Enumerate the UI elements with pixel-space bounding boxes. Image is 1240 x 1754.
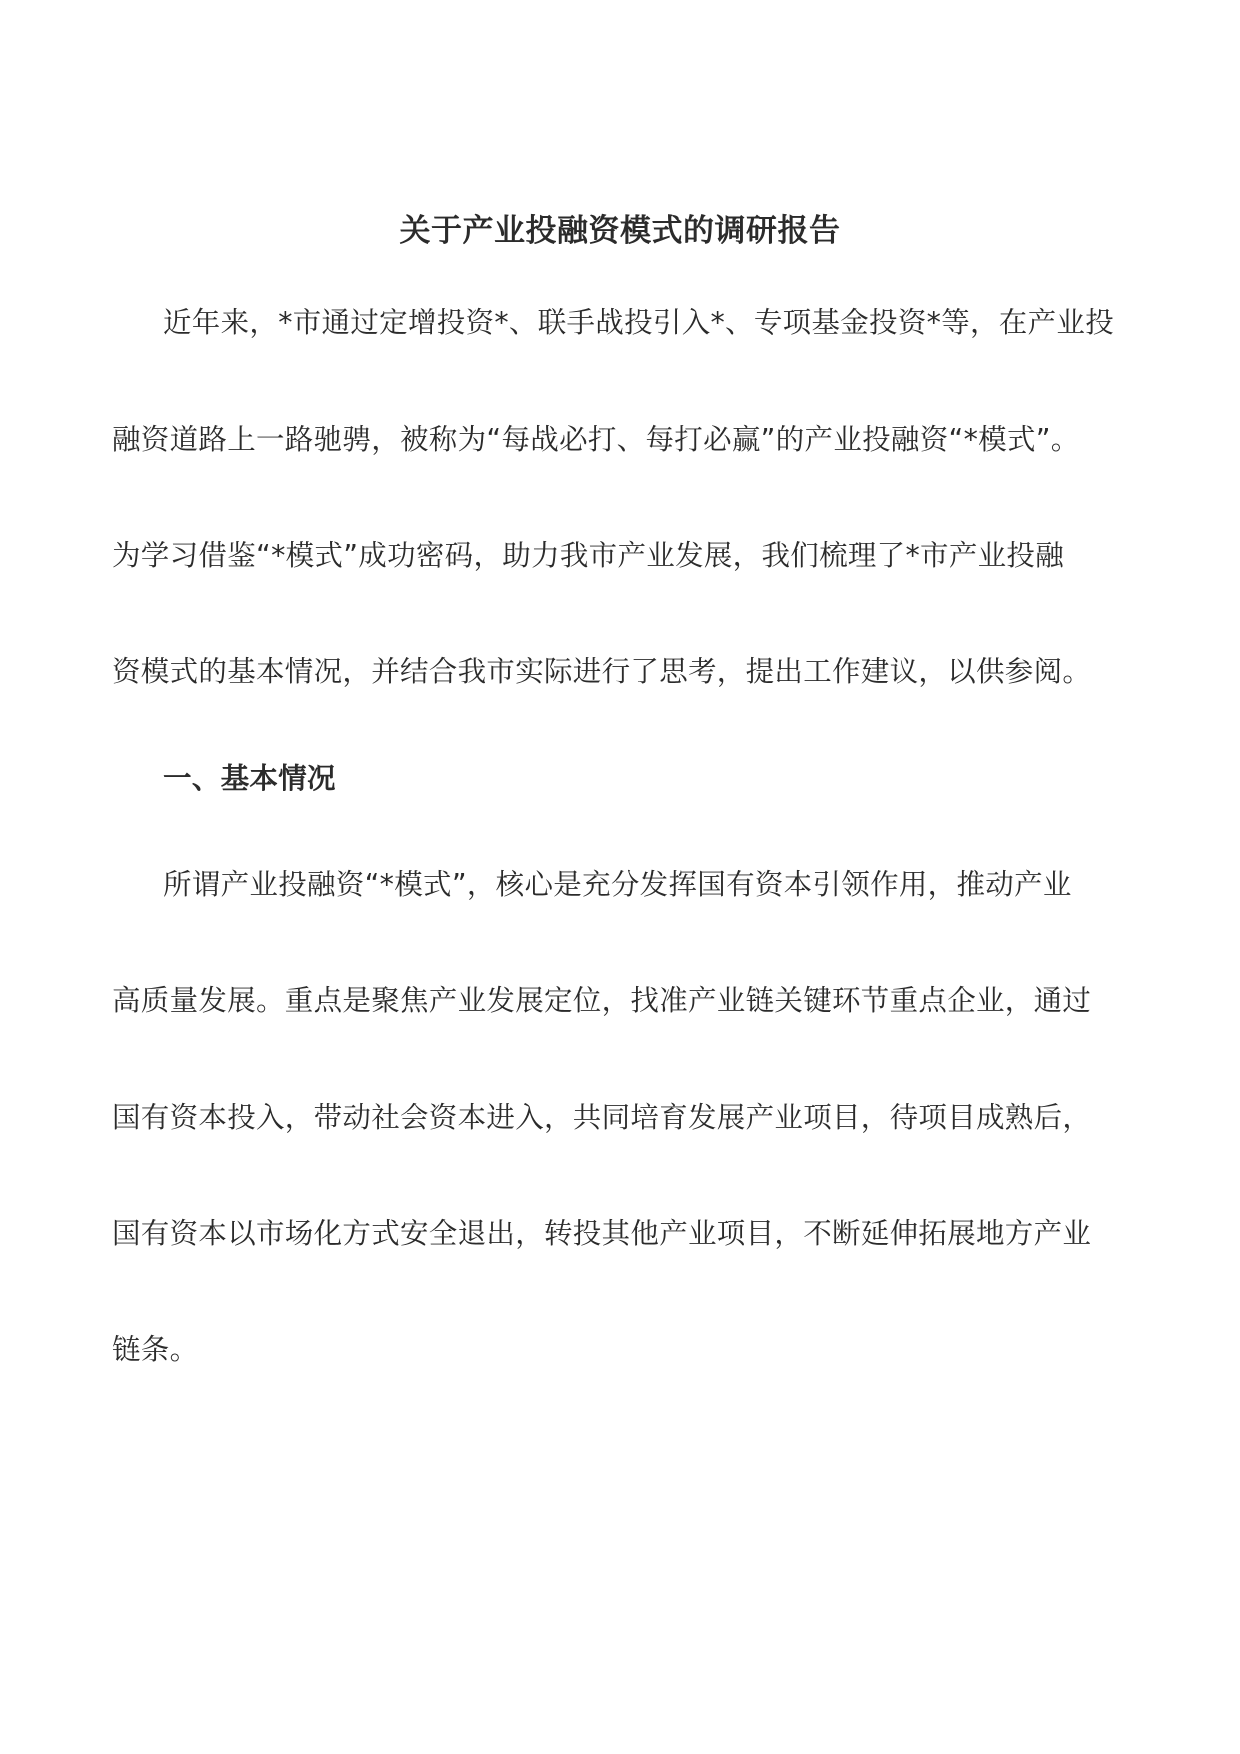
paragraph-1-line-4: 资模式的基本情况，并结合我市实际进行了思考，提出工作建议，以供参阅。 (112, 655, 1092, 688)
document-title: 关于产业投融资模式的调研报告 (399, 213, 841, 249)
paragraph-2-line-2: 高质量发展。重点是聚焦产业发展定位，找准产业链关键环节重点企业，通过 (112, 984, 1092, 1017)
section-heading-basic-situation: 一、基本情况 (163, 762, 336, 795)
paragraph-2-line-3: 国有资本投入，带动社会资本进入，共同培育发展产业项目，待项目成熟后， (112, 1101, 1092, 1134)
paragraph-2-line-4: 国有资本以市场化方式安全退出，转投其他产业项目，不断延伸拓展地方产业 (112, 1217, 1092, 1250)
paragraph-2-line-5: 链条。 (112, 1333, 199, 1366)
paragraph-2-line-1: 所谓产业投融资“*模式”，核心是充分发挥国有资本引领作用，推动产业 (163, 868, 1072, 901)
paragraph-1-line-2: 融资道路上一路驰骋，被称为“每战必打、每打必赢”的产业投融资“*模式”。 (112, 423, 1080, 456)
paragraph-1-line-3: 为学习借鉴“*模式”成功密码，助力我市产业发展，我们梳理了*市产业投融 (112, 539, 1065, 572)
paragraph-1-line-1: 近年来，*市通过定增投资*、联手战投引入*、专项基金投资*等，在产业投 (163, 306, 1115, 339)
